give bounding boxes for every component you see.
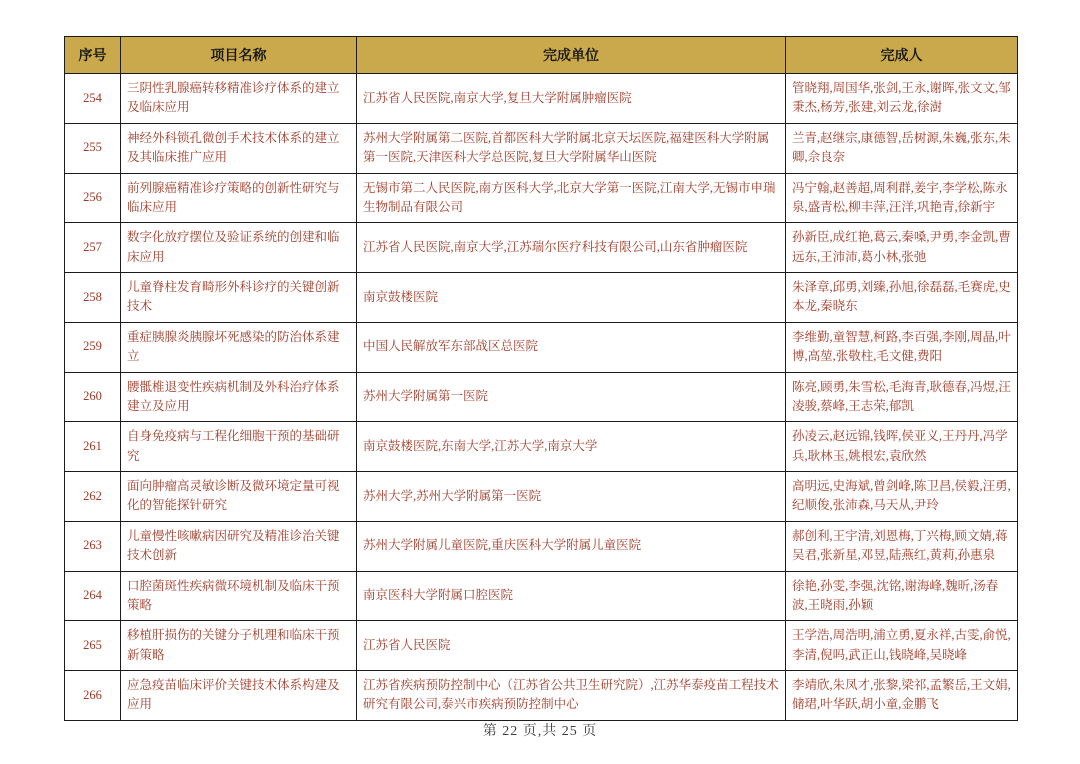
cell-completing-units: 苏州大学附属第一医院 [357, 372, 786, 422]
cell-completing-units: 苏州大学附属第二医院,首都医科大学附属北京天坛医院,福建医科大学附属第一医院,天津医科大学总医院,复旦大学附属华山医院 [357, 123, 786, 173]
cell-serial-number: 259 [65, 322, 121, 372]
cell-serial-number: 263 [65, 521, 121, 571]
cell-completing-units: 江苏省人民医院,南京大学,江苏瑞尔医疗科技有限公司,山东省肿瘤医院 [357, 223, 786, 273]
col-header-people: 完成人 [786, 37, 1018, 74]
cell-completers: 高明远,史海斌,曾剑峰,陈卫昌,侯毅,汪勇,纪顺俊,张沛森,马天从,尹玲 [786, 472, 1018, 522]
cell-completing-units: 南京鼓楼医院 [357, 273, 786, 323]
table-header [65, 37, 1018, 74]
cell-project-name: 面向肿瘤高灵敏诊断及微环境定量可视化的智能探针研究 [121, 472, 357, 522]
cell-completers: 郝创利,王宇清,刘恩梅,丁兴梅,顾文婧,蒋吴君,张新星,邓昱,陆燕红,黄莉,孙惠泉 [786, 521, 1018, 571]
cell-serial-number: 261 [65, 422, 121, 472]
cell-completing-units: 苏州大学,苏州大学附属第一医院 [357, 472, 786, 522]
page-number-footer: 第 22 页,共 25 页 [482, 724, 598, 739]
cell-serial-number: 262 [65, 472, 121, 522]
cell-serial-number: 255 [65, 123, 121, 173]
cell-completers: 李靖欣,朱凤才,张黎,梁祁,孟繁岳,王文娟,储珺,叶华跃,胡小童,金鹏飞 [786, 671, 1018, 721]
cell-project-name: 自身免疫病与工程化细胞干预的基础研究 [121, 422, 357, 472]
cell-project-name: 口腔菌斑性疾病微环境机制及临床干预策略 [121, 571, 357, 621]
col-header-project: 项目名称 [121, 37, 357, 74]
projects-table [64, 36, 1018, 721]
cell-completing-units: 南京鼓楼医院,东南大学,江苏大学,南京大学 [357, 422, 786, 472]
cell-completers: 冯宁翰,赵善超,周利群,姜宇,李学松,陈永泉,盛青松,柳丰萍,汪洋,巩艳青,徐新宇 [786, 173, 1018, 223]
cell-project-name: 神经外科锁孔微创手术技术体系的建立及其临床推广应用 [121, 123, 357, 173]
cell-serial-number: 264 [65, 571, 121, 621]
table-row [65, 173, 1018, 223]
table-row [65, 422, 1018, 472]
cell-serial-number: 258 [65, 273, 121, 323]
table-row [65, 571, 1018, 621]
cell-serial-number: 266 [65, 671, 121, 721]
cell-completers: 王学浩,周浩明,浦立勇,夏永祥,古雯,俞悦,李清,倪吗,武正山,钱晓峰,吴晓峰 [786, 621, 1018, 671]
cell-completing-units: 无锡市第二人民医院,南方医科大学,北京大学第一医院,江南大学,无锡市申瑞生物制品有限公司 [357, 173, 786, 223]
table-row [65, 521, 1018, 571]
table-body [65, 74, 1018, 721]
cell-serial-number: 265 [65, 621, 121, 671]
cell-completing-units: 江苏省疾病预防控制中心（江苏省公共卫生研究院）,江苏华泰疫苗工程技术研究有限公司,泰兴市疾病预防控制中心 [357, 671, 786, 721]
cell-project-name: 前列腺癌精准诊疗策略的创新性研究与临床应用 [121, 173, 357, 223]
cell-project-name: 移植肝损伤的关键分子机理和临床干预新策略 [121, 621, 357, 671]
cell-project-name: 应急疫苗临床评价关键技术体系构建及应用 [121, 671, 357, 721]
table-row [65, 671, 1018, 721]
table-row [65, 372, 1018, 422]
cell-project-name: 儿童脊柱发育畸形外科诊疗的关键创新技术 [121, 273, 357, 323]
cell-completing-units: 南京医科大学附属口腔医院 [357, 571, 786, 621]
cell-serial-number: 256 [65, 173, 121, 223]
header-row [65, 37, 1018, 74]
cell-completers: 孙凌云,赵远锦,钱晖,侯亚义,王丹丹,冯学兵,耿林玉,姚根宏,袁欣然 [786, 422, 1018, 472]
col-header-no: 序号 [65, 37, 121, 74]
cell-serial-number: 254 [65, 74, 121, 124]
cell-completing-units: 苏州大学附属儿童医院,重庆医科大学附属儿童医院 [357, 521, 786, 571]
cell-completers: 兰青,赵继宗,康德智,岳树源,朱巍,张东,朱卿,佘良奈 [786, 123, 1018, 173]
table-row [65, 273, 1018, 323]
table-row [65, 621, 1018, 671]
cell-project-name: 腰骶椎退变性疾病机制及外科治疗体系建立及应用 [121, 372, 357, 422]
cell-serial-number: 260 [65, 372, 121, 422]
table-row [65, 322, 1018, 372]
cell-serial-number: 257 [65, 223, 121, 273]
cell-completing-units: 江苏省人民医院,南京大学,复旦大学附属肿瘤医院 [357, 74, 786, 124]
cell-project-name: 重症胰腺炎胰腺坏死感染的防治体系建立 [121, 322, 357, 372]
cell-project-name: 数字化放疗摆位及验证系统的创建和临床应用 [121, 223, 357, 273]
cell-completing-units: 江苏省人民医院 [357, 621, 786, 671]
table-row [65, 472, 1018, 522]
cell-completers: 陈亮,顾勇,朱雪松,毛海青,耿德春,冯煜,汪凌骏,蔡峰,王志荣,郁凯 [786, 372, 1018, 422]
col-header-units: 完成单位 [357, 37, 786, 74]
cell-project-name: 儿童慢性咳嗽病因研究及精准诊治关键技术创新 [121, 521, 357, 571]
cell-completers: 朱泽章,邱勇,刘臻,孙旭,徐磊磊,毛赛虎,史本龙,秦晓东 [786, 273, 1018, 323]
cell-completing-units: 中国人民解放军东部战区总医院 [357, 322, 786, 372]
cell-completers: 管晓翔,周国华,张剑,王永,谢晖,张文文,邹秉杰,杨芳,张建,刘云龙,徐澍 [786, 74, 1018, 124]
table-row [65, 223, 1018, 273]
cell-project-name: 三阴性乳腺癌转移精准诊疗体系的建立及临床应用 [121, 74, 357, 124]
table-row [65, 123, 1018, 173]
table-row [65, 74, 1018, 124]
cell-completers: 李维勤,童智慧,柯路,李百强,李刚,周晶,叶博,高堃,张敬柱,毛文健,费阳 [786, 322, 1018, 372]
cell-completers: 徐艳,孙雯,李强,沈铭,谢海峰,魏昕,汤春波,王晓雨,孙颖 [786, 571, 1018, 621]
cell-completers: 孙新臣,成红艳,葛云,秦嗓,尹勇,李金凯,曹远东,王沛沛,葛小林,张弛 [786, 223, 1018, 273]
